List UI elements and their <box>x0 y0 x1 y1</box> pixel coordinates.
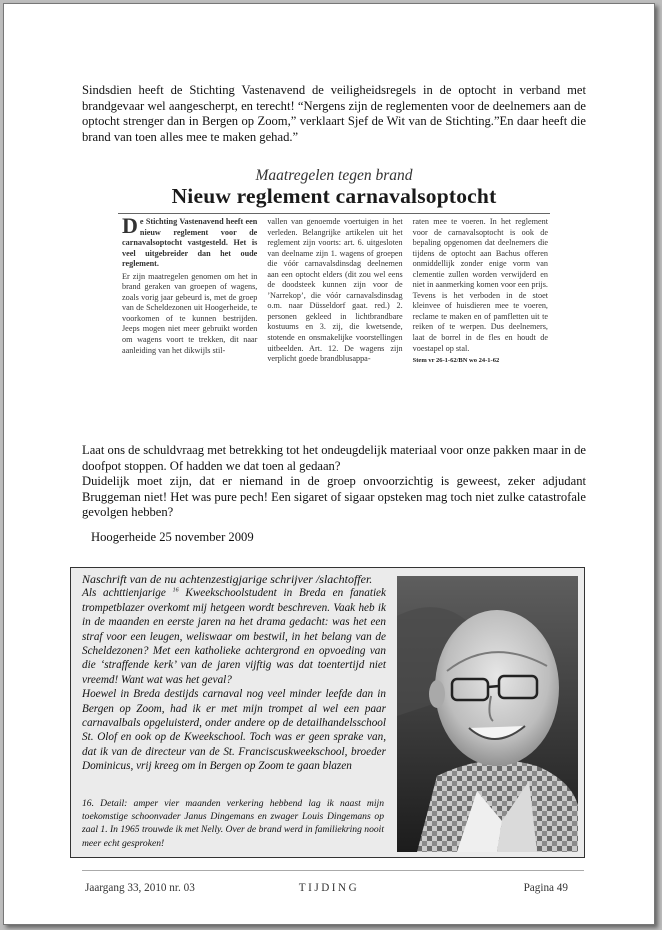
paragraph-block-2 <box>82 443 586 521</box>
footer-divider <box>82 870 584 871</box>
naschrift-p1-start: Als achttienjarige <box>82 587 166 600</box>
naschrift-p1-rest: Kweekschoolstudent in Breda en fanatiek trompetblazer overkomt mij hetgeen wordt beschreven. Vaak heb ik in de maanden en eerste jaren na het drama gedacht: was het een straf voor een leugen, weliswaar om bestwil, in het belang van de Scheldezonen? Met een katholieke achtergrond en opvoeding van die ‘straffende kerk’ van de jaren vijftig was dat toentertijd niet vreemd! Want wat was het geval? <box>82 587 386 686</box>
paragraph-stichting: Sindsdien heeft de Stichting Vastenavend de veiligheidsregels in de optocht in verband met brandgevaar wel aangescherpt, en terecht! “Nergens zijn de reglementen voor de deelnemers aan de optocht strenger dan in Bergen op Zoom,” verklaart Sjef de Wit van de Stichting.”En daar heeft die brand van toen alles mee te maken gehad.” <box>82 83 586 144</box>
footer-page-number: Pagina 49 <box>523 882 568 894</box>
naschrift-paragraph-1 <box>82 586 386 687</box>
clipping-column-3-text: raten mee te voeren. In het reglement voor de carnavalsoptocht is ook de bepaling opgenomen dat deelnemers die tijdens de optocht aan Bachus offeren onmiddellijk zonder enige vorm van clementie zullen worden verwijderd en niet in aanmerking komen voor een prijs. Tevens is het verboden in de stoet kleinvee of huisdieren mee te voeren, reclame te maken en of pamfletten uit te reiken of te werpen. Dus deelnemers, laat de borrel in de fles en houdt de voestapel op stal. <box>412 217 548 353</box>
date-line: Hoogerheide 25 november 2009 <box>91 530 254 544</box>
clipping-lead-text: e Stichting Vastenavend heeft een nieuw reglement voor de carnavalsoptocht vastgesteld. Het is veel uitgebreider dan het oude reglement. <box>122 217 258 269</box>
clipping-column-1-text: Er zijn maatregelen genomen om het in brand geraken van groepen of wagens, zoals vorig jaar gebeurd is, met de groep van de Scheldezonen uit Hoogerheide, te voorkomen of te kunnen bestrijden. Jeeps mogen niet meer gebruikt worden om wagens voort te trekken, dit naar aanleiding van het dikwijls stil- <box>122 271 258 355</box>
footnote-text: 16. Detail: amper vier maanden verkering hebbend lag ik naast mijn toekomstige schoonvader Janus Dingemans en zwager Louis Dingemans op zaal 1. In 1965 trouwde ik met Nelly. Over de brand werd in familiekring nooit meer echt gesproken! <box>82 798 384 849</box>
portrait-illustration <box>397 576 578 852</box>
clipping-divider <box>118 213 550 214</box>
clipping-dropcap: D <box>122 213 138 238</box>
footnote <box>82 797 384 850</box>
naschrift-box <box>70 567 585 858</box>
clipping-source: Stem vr 26-1-62/BN wo 24-1-62 <box>412 357 500 365</box>
footer-magazine-title: TIJDING <box>298 882 360 894</box>
newspaper-clipping <box>114 167 554 403</box>
clipping-column-1 <box>122 213 258 367</box>
clipping-column-2 <box>267 217 402 367</box>
clipping-headline: Nieuw reglement carnavalsoptocht <box>171 184 497 208</box>
paragraph-intro <box>82 83 586 145</box>
footnote-reference: 16 <box>172 587 179 594</box>
clipping-column-3 <box>413 217 548 367</box>
naschrift-title: Naschrift van de nu achtenzestigjarige schrijver /slachtoffer. <box>82 572 373 586</box>
clipping-lead <box>122 213 258 270</box>
clipping-columns <box>122 213 548 367</box>
naschrift-text <box>82 572 386 774</box>
author-portrait-photo <box>397 576 578 852</box>
paragraph-pech: Duidelijk moet zijn, dat er niemand in de groep onvoorzichtig is geweest, zeker adjudant Bruggeman niet! Het was pure pech! Een sigaret of sigaar opsteken mag toch niet zulke catastrofale gevolgen hebben? <box>82 474 586 519</box>
clipping-kicker: Maatregelen tegen brand <box>255 167 413 184</box>
paragraph-schuldvraag: Laat ons de schuldvraag met betrekking tot het ondeugdelijk materiaal voor onze pakken maar in de doofpot stoppen. Of hadden we dat toen al gedaan? <box>82 443 586 473</box>
footer-volume: Jaargang 33, 2010 nr. 03 <box>85 882 195 894</box>
document-page <box>3 3 655 925</box>
clipping-column-2-text: vallen van genoemde voertuigen in het verleden. Belangrijke artikelen uit het reglement zijn voorts: art. 6. uitgesloten van deelname zijn 1. wagens of groepen die vóór carnavalsdinsdag deelnemen aan een optocht elders (dit zou wel eens de doodsteek kunnen zijn voor de ’Narrekop’, die vóór carnavalsdinsdag o.m. naar Düsseldorf gaat. red.) 2. personen gekleed in lichtbrandbare kostuums en 3. zij, die kwetsende, stotende en onsmakelijke voorstellingen uitbeelden. Art. 12. De wagens zijn verplicht goede brandblusappa- <box>267 217 403 364</box>
naschrift-paragraph-2: Hoewel in Breda destijds carnaval nog veel minder leefde dan in Bergen op Zoom, had ik er met mijn trompet al wel een paar carnavalbals opgeluisterd, onder andere op de detailhandelsschool St. Olof en ook op de Kweekschool. Toch was er geen sprake van, dat ik van de directeur van de St. Franciscuskweekschool, broeder Dominicus, vrij kreeg om in Bergen op Zoom te gaan blazen <box>82 688 386 773</box>
